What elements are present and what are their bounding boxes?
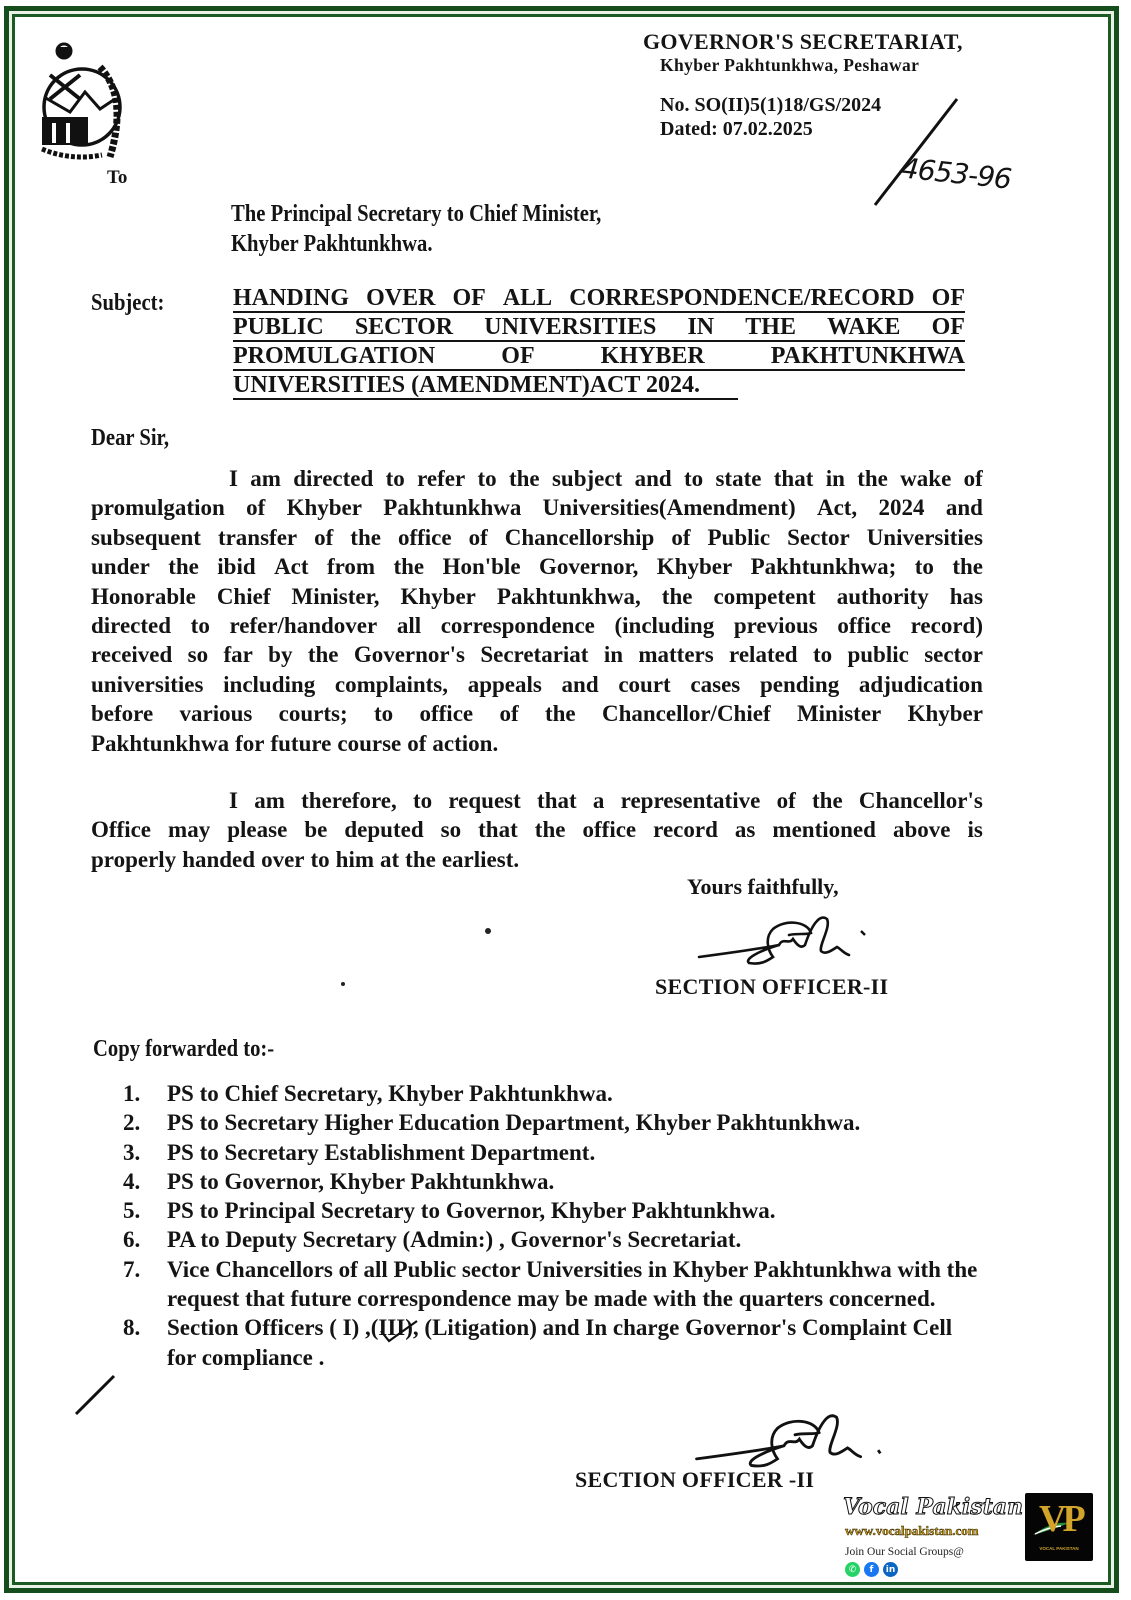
word: by bbox=[268, 642, 293, 668]
signatory-title-2: SECTION OFFICER -II bbox=[575, 1467, 815, 1492]
item-number: 8. bbox=[123, 1315, 141, 1341]
subject-text bbox=[233, 284, 965, 400]
word: courts; bbox=[278, 701, 348, 727]
word: in bbox=[825, 466, 845, 491]
word: of bbox=[671, 524, 691, 550]
word: and bbox=[561, 671, 599, 697]
word: the bbox=[534, 817, 566, 843]
subject-word: THE bbox=[745, 314, 796, 340]
word: previous bbox=[733, 612, 818, 638]
subject-word: SECTOR bbox=[354, 314, 454, 340]
handwritten-diary-number: 4653-96 bbox=[899, 151, 1013, 196]
body-paragraph-1 bbox=[91, 464, 983, 758]
paragraph-line bbox=[91, 493, 983, 522]
copy-forwarded-item bbox=[123, 1079, 983, 1108]
subject-word: WAKE bbox=[827, 314, 901, 340]
word: subject bbox=[551, 466, 623, 491]
word: office bbox=[582, 817, 637, 843]
word: Honorable bbox=[91, 583, 196, 609]
word: action. bbox=[432, 730, 499, 756]
paragraph-line bbox=[91, 640, 983, 669]
word: the bbox=[508, 466, 540, 491]
word: Pakhtunkhwa; bbox=[750, 554, 897, 580]
word: competent bbox=[713, 583, 816, 609]
whatsapp-icon[interactable]: ✆ bbox=[845, 1562, 860, 1577]
word: refer/handover bbox=[229, 612, 378, 638]
word: please bbox=[227, 817, 288, 843]
stray-mark bbox=[341, 982, 345, 986]
word: and bbox=[634, 466, 672, 491]
word: deputed bbox=[344, 817, 424, 843]
word: mentioned bbox=[772, 817, 876, 843]
checkmark-icon bbox=[377, 1317, 427, 1343]
subject-word: PAKHTUNKHWA bbox=[770, 343, 965, 369]
word: all bbox=[396, 612, 422, 638]
watermark-url[interactable]: www.vocalpakistan.com bbox=[845, 1523, 979, 1538]
word: office bbox=[837, 612, 892, 638]
copy-forwarded-item bbox=[123, 1108, 983, 1137]
word: and bbox=[945, 495, 983, 521]
watermark-join-text: Join Our Social Groups@ bbox=[845, 1546, 964, 1558]
closing-salutation: Yours faithfully, bbox=[687, 874, 839, 899]
signatory-title: SECTION OFFICER-II bbox=[655, 974, 889, 999]
logo-letters: VP bbox=[1039, 1498, 1082, 1540]
word: received bbox=[91, 642, 173, 668]
word: so bbox=[440, 817, 462, 843]
body-paragraph-2 bbox=[91, 786, 983, 874]
word: Office bbox=[91, 817, 152, 843]
word: the bbox=[393, 554, 425, 580]
handwritten-signature-2 bbox=[685, 1402, 905, 1472]
subject-word: OF bbox=[931, 285, 965, 311]
word: Hon'ble bbox=[442, 554, 521, 580]
word: Chancellor/Chief bbox=[601, 701, 771, 727]
copy-forwarded-item bbox=[123, 1313, 983, 1372]
word: far bbox=[223, 642, 253, 668]
subject-word: OF bbox=[931, 314, 965, 340]
word: complaints, bbox=[334, 671, 448, 697]
government-emblem-icon bbox=[40, 37, 130, 177]
word: before bbox=[91, 701, 154, 727]
word: Universities bbox=[866, 524, 983, 550]
word: directed bbox=[91, 612, 172, 638]
to-label: To bbox=[107, 167, 128, 188]
word: is bbox=[967, 817, 983, 843]
item-text: PS to Chief Secretary, Khyber Pakhtunkhwa. bbox=[167, 1081, 613, 1106]
word: appeals bbox=[467, 671, 542, 697]
watermark-brand: Vocal Pakistan bbox=[843, 1494, 1023, 1520]
subject-word: OVER bbox=[366, 285, 436, 311]
word: so bbox=[187, 642, 209, 668]
word: for bbox=[235, 730, 265, 756]
word: Chief bbox=[216, 583, 271, 609]
handwritten-signature bbox=[689, 905, 889, 975]
word: cases bbox=[690, 671, 741, 697]
linkedin-icon[interactable]: in bbox=[883, 1562, 898, 1577]
word: from bbox=[326, 554, 376, 580]
paragraph-line bbox=[91, 611, 983, 640]
word: to bbox=[190, 612, 210, 638]
word: be bbox=[304, 817, 328, 843]
item-text: Section Officers ( I) ,(III), (Litigation) and In charge Governor's Complaint Cell for compliance . bbox=[167, 1315, 953, 1370]
word: related bbox=[729, 642, 798, 668]
item-number: 2. bbox=[123, 1110, 141, 1136]
copy-forwarded-item bbox=[123, 1138, 983, 1167]
word: the bbox=[857, 466, 888, 491]
word: has bbox=[949, 583, 983, 609]
word: Secretariat bbox=[480, 642, 589, 668]
word: 2024 bbox=[878, 495, 925, 521]
subject-word: OF bbox=[501, 343, 535, 369]
word: representative bbox=[620, 788, 761, 813]
word: as bbox=[734, 817, 756, 843]
word: at bbox=[380, 846, 400, 872]
addressee-line-1 bbox=[231, 200, 662, 228]
word: adjudication bbox=[858, 671, 983, 697]
word: including bbox=[223, 671, 316, 697]
addressee-line-1-text: The Principal Secretary to Chief Minister, bbox=[231, 201, 602, 227]
word: under bbox=[91, 554, 150, 580]
pen-slash-mark bbox=[70, 1372, 120, 1417]
subject-line bbox=[233, 342, 965, 371]
paragraph-line bbox=[91, 582, 983, 611]
subject-word: OF bbox=[452, 285, 486, 311]
word: to bbox=[412, 788, 433, 813]
paragraph-line bbox=[91, 523, 983, 552]
addressee-line-2-text: Khyber Pakhtunkhwa. bbox=[231, 231, 433, 257]
word: may bbox=[168, 817, 211, 843]
word: the bbox=[307, 642, 339, 668]
word: request bbox=[448, 788, 521, 813]
word: am bbox=[250, 466, 281, 491]
salutation bbox=[91, 424, 182, 452]
subject-label bbox=[91, 289, 176, 317]
paragraph-line bbox=[91, 552, 983, 581]
word: directed bbox=[293, 466, 374, 491]
subject-word: CORRESPONDENCE/RECORD bbox=[569, 285, 915, 311]
subject-word: PUBLIC bbox=[233, 314, 324, 340]
addressee-line-2 bbox=[231, 230, 465, 258]
item-number: 7. bbox=[123, 1256, 141, 1282]
word: the bbox=[544, 701, 576, 727]
word: the bbox=[661, 583, 693, 609]
office-location: Khyber Pakhtunkhwa, Peshawar bbox=[660, 55, 920, 75]
word: Act, bbox=[816, 495, 858, 521]
subject-line bbox=[233, 284, 965, 313]
item-text: PS to Secretary Establishment Department. bbox=[167, 1139, 596, 1165]
item-text: PS to Principal Secretary to Governor, Khyber Pakhtunkhwa. bbox=[167, 1198, 776, 1224]
word: universities bbox=[91, 671, 204, 697]
item-text: Vice Chancellors of all Public sector Universities in Khyber Pakhtunkhwa with the request that future correspondence may be made with the quarters concerned. bbox=[167, 1256, 978, 1312]
paragraph-line bbox=[91, 464, 983, 493]
word: Khyber bbox=[400, 583, 476, 609]
word: the bbox=[405, 846, 436, 872]
word: state bbox=[715, 466, 762, 491]
word: Chancellor's bbox=[858, 788, 983, 813]
word: of bbox=[314, 524, 334, 550]
word: properly bbox=[91, 846, 177, 872]
copy-forwarded-item bbox=[123, 1196, 983, 1225]
item-number: 4. bbox=[123, 1168, 141, 1194]
word: a bbox=[592, 788, 605, 813]
word: Universities(Amendment) bbox=[542, 495, 796, 521]
word: transfer bbox=[217, 524, 298, 550]
word: promulgation bbox=[91, 495, 225, 521]
word: future bbox=[270, 730, 332, 756]
word: Public bbox=[707, 524, 771, 550]
word: of bbox=[246, 495, 266, 521]
word: that bbox=[537, 788, 577, 813]
word: to bbox=[385, 466, 405, 491]
word: course bbox=[337, 730, 402, 756]
paragraph-line bbox=[91, 786, 983, 815]
subject-word: UNIVERSITIES bbox=[484, 314, 657, 340]
logo-caption: VOCAL PAKISTAN bbox=[1039, 1546, 1079, 1551]
paragraph-line bbox=[91, 670, 983, 699]
item-text: PA to Deputy Secretary (Admin:) , Governor's Secretariat. bbox=[167, 1227, 742, 1253]
copy-forwarded-item bbox=[123, 1255, 983, 1314]
word: Pakhtunkhwa bbox=[383, 495, 522, 521]
subject-word: ALL bbox=[502, 285, 553, 311]
subject-label-text: Subject: bbox=[91, 290, 165, 316]
word: I bbox=[229, 466, 238, 491]
paragraph-line bbox=[91, 815, 983, 844]
word: record) bbox=[910, 612, 983, 638]
copy-forwarded-item bbox=[123, 1225, 983, 1254]
word: the bbox=[350, 524, 381, 550]
word: above bbox=[892, 817, 951, 843]
word: Khyber bbox=[286, 495, 362, 521]
stray-mark bbox=[485, 928, 491, 934]
subject-word: IN bbox=[687, 314, 715, 340]
word: authority bbox=[836, 583, 929, 609]
copy-forwarded-list bbox=[123, 1079, 983, 1372]
word: Pakhtunkhwa bbox=[91, 730, 230, 756]
word: of bbox=[776, 788, 796, 813]
word: pending bbox=[759, 671, 840, 697]
office-title: GOVERNOR'S SECRETARIAT, bbox=[643, 29, 963, 54]
word: that bbox=[773, 466, 814, 491]
copy-forwarded-item bbox=[123, 1167, 983, 1196]
word: Sector bbox=[787, 524, 850, 550]
word: of bbox=[963, 466, 983, 491]
word: the bbox=[952, 554, 983, 580]
word: therefore, bbox=[301, 788, 397, 813]
subject-line bbox=[233, 371, 738, 400]
word: wake bbox=[900, 466, 952, 491]
letter-date: Dated: 07.02.2025 bbox=[660, 118, 813, 140]
item-number: 6. bbox=[123, 1227, 141, 1253]
word: am bbox=[254, 788, 285, 813]
word: (including bbox=[614, 612, 715, 638]
word: Chancellorship bbox=[504, 524, 655, 550]
item-text: PS to Secretary Higher Education Department, Khyber Pakhtunkhwa. bbox=[167, 1110, 861, 1136]
word: to bbox=[683, 466, 704, 491]
word: Minister bbox=[796, 701, 882, 727]
word: to bbox=[310, 846, 330, 872]
social-icons bbox=[845, 1562, 898, 1577]
word: office bbox=[419, 701, 474, 727]
copy-forwarded-label-text: Copy forwarded to:- bbox=[93, 1036, 275, 1062]
word: of bbox=[499, 701, 519, 727]
word: to bbox=[812, 642, 833, 668]
word: of bbox=[407, 730, 427, 756]
letter-page bbox=[15, 17, 1108, 1582]
word: Governor, bbox=[538, 554, 639, 580]
paragraph-line bbox=[91, 699, 983, 728]
word: to bbox=[477, 466, 497, 491]
word: the bbox=[168, 554, 199, 580]
word: the bbox=[812, 788, 843, 813]
word: him bbox=[335, 846, 374, 872]
subject-word: HANDING bbox=[233, 285, 350, 311]
word: correspondence bbox=[440, 612, 595, 638]
word: handed bbox=[182, 846, 256, 872]
salutation-text: Dear Sir, bbox=[91, 425, 169, 451]
word: Khyber bbox=[907, 701, 983, 727]
word: Act bbox=[274, 554, 309, 580]
word: to bbox=[914, 554, 934, 580]
subject-word: KHYBER bbox=[600, 343, 705, 369]
word: that bbox=[478, 817, 518, 843]
paragraph-line bbox=[91, 729, 983, 758]
word: earliest. bbox=[441, 846, 520, 872]
copy-forwarded-label bbox=[93, 1035, 304, 1063]
word: I bbox=[229, 788, 238, 813]
word: record bbox=[653, 817, 718, 843]
item-text: PS to Governor, Khyber Pakhtunkhwa. bbox=[167, 1168, 555, 1194]
vocal-pakistan-logo bbox=[1025, 1493, 1093, 1561]
word: Minister, bbox=[291, 583, 380, 609]
word: subsequent bbox=[91, 524, 201, 550]
word: Khyber bbox=[656, 554, 733, 580]
word: ibid bbox=[217, 554, 256, 580]
facebook-icon[interactable]: f bbox=[864, 1562, 879, 1577]
item-number: 3. bbox=[123, 1139, 141, 1165]
subject-word: PROMULGATION bbox=[233, 343, 436, 369]
word: to bbox=[373, 701, 394, 727]
word: court bbox=[618, 671, 671, 697]
word: public bbox=[847, 642, 909, 668]
item-number: 5. bbox=[123, 1198, 141, 1224]
word: matters bbox=[638, 642, 714, 668]
word: various bbox=[179, 701, 253, 727]
reference-number: No. SO(II)5(1)18/GS/2024 bbox=[660, 94, 882, 116]
subject-line bbox=[233, 313, 965, 342]
word: Pakhtunkhwa, bbox=[496, 583, 641, 609]
word: of bbox=[468, 524, 488, 550]
subject-word: UNIVERSITIES (AMENDMENT)ACT 2024. bbox=[233, 372, 700, 398]
word: over bbox=[261, 846, 305, 872]
word: office bbox=[397, 524, 452, 550]
item-number: 1. bbox=[123, 1081, 141, 1106]
paragraph-line bbox=[91, 845, 983, 874]
word: in bbox=[603, 642, 623, 668]
word: Governor's bbox=[353, 642, 465, 668]
word: sector bbox=[924, 642, 983, 668]
word: refer bbox=[417, 466, 466, 491]
